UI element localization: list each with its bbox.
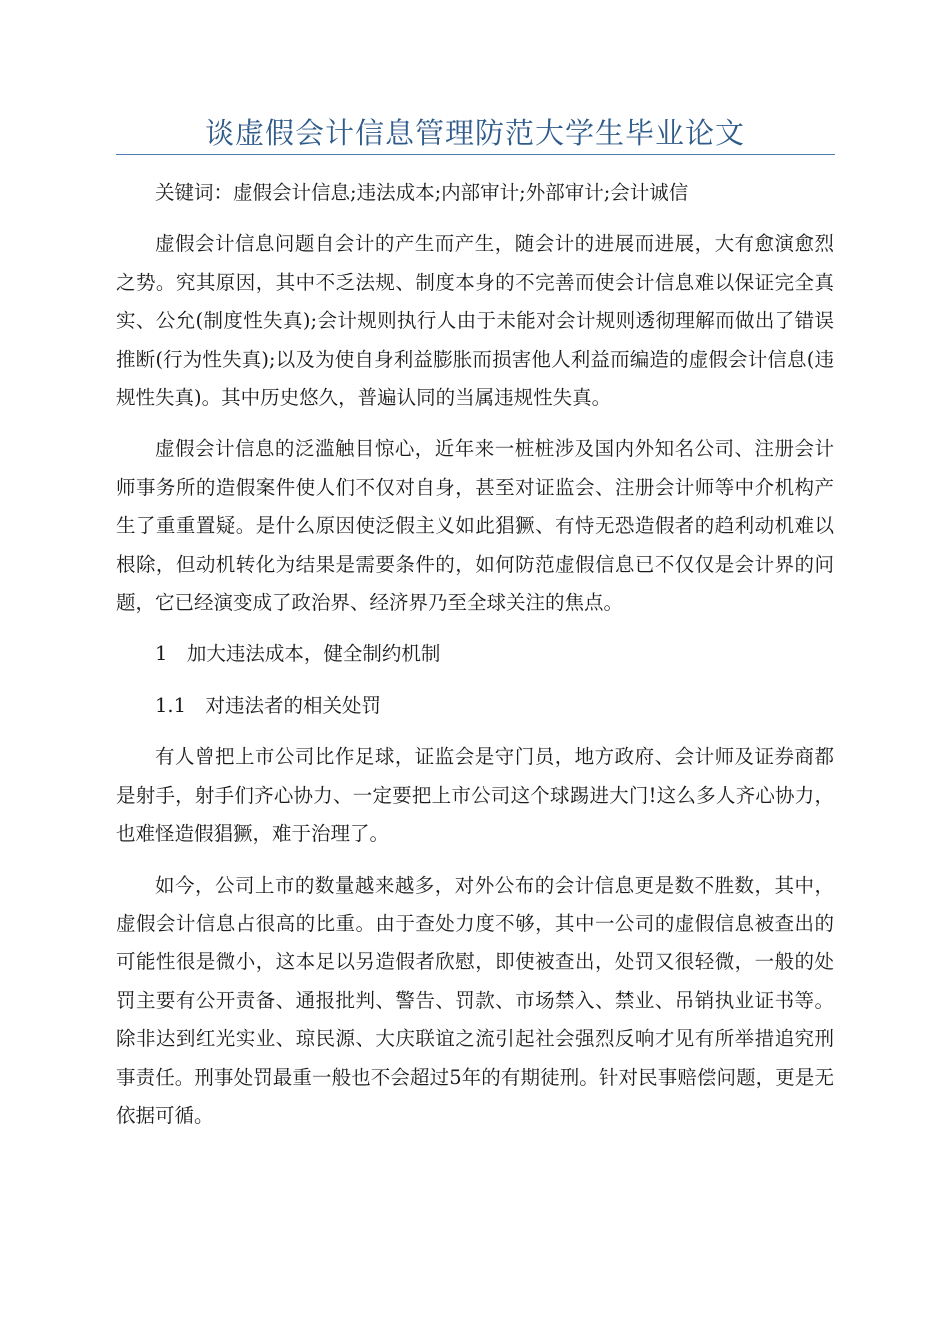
section-heading-1: 1 加大违法成本，健全制约机制 xyxy=(155,642,441,666)
document-body xyxy=(116,174,834,1148)
section-heading-1-1: 1.1 对违法者的相关处罚 xyxy=(155,693,382,717)
paragraph-intro-1: 虚假会计信息问题自会计的产生而产生，随会计的进展而进展，大有愈演愈烈之势。究其原因，其中不乏法规、制度本身的不完善而使会计信息难以保证完全真实、公允(制度性失真);会计规则执行人由于未能对会计规则透彻理解而做出了错误推断(行为性失真);以及为使自身利益膨胀而损害他人利益而编造的虚假会计信息(违规性失真)。其中历史悠久，普遍认同的当属违规性失真。 xyxy=(116,232,834,410)
keywords-line: 关键词：虚假会计信息;违法成本;内部审计;外部审计;会计诚信 xyxy=(155,181,689,204)
document-title: 谈虚假会计信息管理防范大学生毕业论文 xyxy=(204,116,745,150)
paragraph-section-2: 如今，公司上市的数量越来越多，对外公布的会计信息更是数不胜数，其中，虚假会计信息占很高的比重。由于查处力度不够，其中一公司的虚假信息被查出的可能性很是微小，这本足以另造假者欣慰，即使被查出，处罚又很轻微，一般的处罚主要有公开责备、通报批判、警告、罚款、市场禁入、禁业、吊销执业证书等。除非达到红光实业、琼民源、大庆联谊之流引起社会强烈反响才见有所举措追究刑事责任。刑事处罚最重一般也不会超过5年的有期徒刑。针对民事赔偿问题，更是无依据可循。 xyxy=(116,873,834,1127)
title-underline xyxy=(116,154,835,155)
paragraph-intro-2: 虚假会计信息的泛滥触目惊心，近年来一桩桩涉及国内外知名公司、注册会计师事务所的造假案件使人们不仅对自身，甚至对证监会、注册会计师等中介机构产生了重重置疑。是什么原因使泛假主义如此猖獗、有恃无恐造假者的趋利动机难以根除，但动机转化为结果是需要条件的，如何防范虚假信息已不仅仅是会计界的问题，它已经演变成了政治界、经济界乃至全球关注的焦点。 xyxy=(116,437,834,615)
paragraph-section-1: 有人曾把上市公司比作足球，证监会是守门员，地方政府、会计师及证券商都是射手，射手们齐心协力、一定要把上市公司这个球踢进大门!这么多人齐心协力，也难怪造假猖獗，难于治理了。 xyxy=(116,745,834,846)
